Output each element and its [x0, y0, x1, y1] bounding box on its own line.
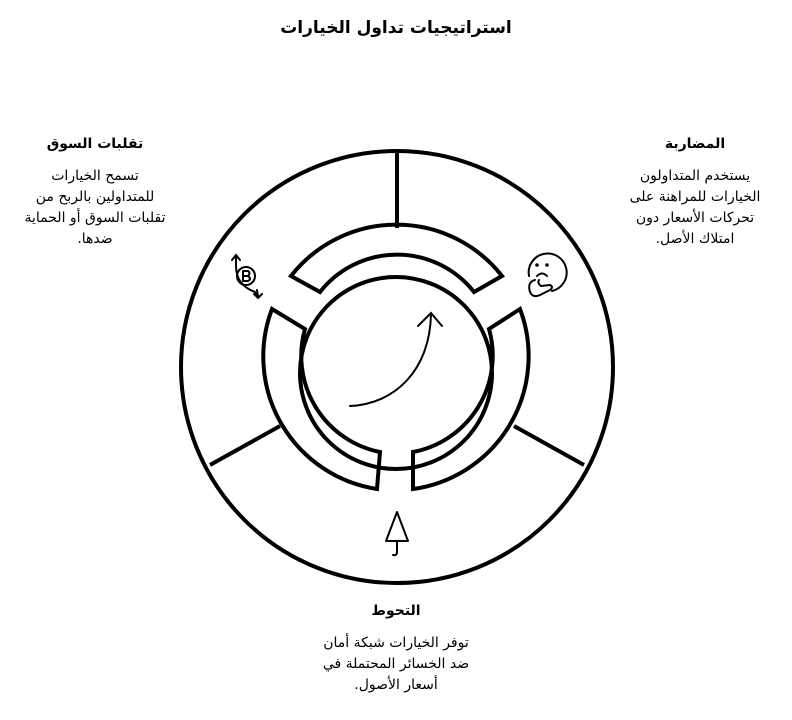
inner-circle	[300, 277, 492, 469]
segment-volatility	[0, 136, 190, 250]
description-line: يستخدم المتداولون	[639, 168, 751, 184]
description-line: للمتداولين بالربح من	[35, 189, 155, 205]
segment-description	[276, 633, 516, 696]
bitcoin-up-down-icon	[232, 255, 262, 298]
segment-heading: تقلبات السوق	[46, 136, 144, 152]
description-line: توفر الخيارات شبكة أمان	[323, 635, 469, 651]
middle-ring-segment-top	[291, 225, 502, 292]
segment-heading: المضاربة	[664, 136, 726, 152]
segment-hedging	[276, 603, 516, 696]
description-line: تسمح الخيارات	[51, 168, 139, 184]
description-line: ضد الخسائر المحتملة في	[322, 656, 470, 672]
thinking-face-icon	[529, 253, 567, 296]
description-line: تحركات الأسعار دون	[635, 210, 755, 226]
divider-lower-left	[210, 426, 280, 465]
curved-arrow-up-icon	[350, 313, 442, 406]
segment-description	[0, 166, 190, 250]
divider-lower-right	[514, 426, 584, 465]
segment-heading: التحوط	[371, 603, 421, 619]
description-line: تقلبات السوق أو الحماية	[24, 210, 166, 226]
umbrella-icon	[386, 512, 408, 555]
description-line: الخيارات للمراهنة على	[629, 189, 761, 205]
description-line: أسعار الأصول.	[354, 677, 438, 693]
segment-description	[600, 166, 790, 250]
segment-speculation	[600, 136, 790, 250]
description-line: ضدها.	[77, 231, 113, 247]
page-title: استراتيجيات تداول الخيارات	[280, 18, 512, 38]
description-line: امتلاك الأصل.	[655, 231, 735, 247]
